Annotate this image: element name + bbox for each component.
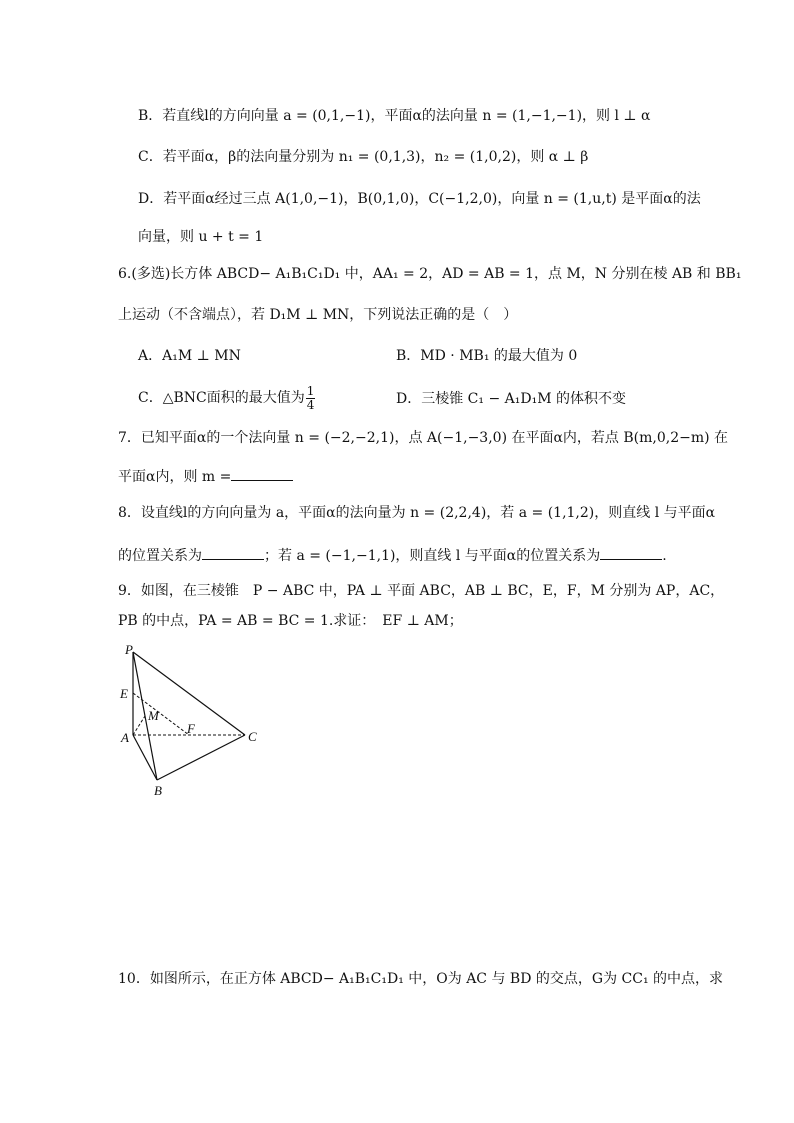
edge-bc: [157, 735, 245, 780]
q8-answer-blank-2[interactable]: [600, 545, 662, 560]
fraction-denominator: 4: [306, 397, 315, 412]
tetrahedron-diagram: [115, 640, 265, 800]
edge-ab: [133, 735, 157, 780]
q6-option-c-text: C．△BNC面积的最大值为: [138, 390, 305, 406]
q10-stem-line1: 10．如图所示，在正方体 ABCD− A₁B₁C₁D₁ 中，O为 AC 与 BD 的交点，G为 CC₁ 的中点，求: [118, 971, 724, 987]
label-e: E: [120, 686, 128, 701]
label-p: P: [125, 642, 133, 657]
q6-option-b: B．MD · MB₁ 的最大值为 0: [396, 348, 578, 364]
label-m: M: [148, 708, 159, 723]
q7-answer-blank[interactable]: [231, 466, 293, 481]
q6-option-c-fraction: [306, 385, 316, 412]
q6-stem-line1: 6.(多选)长方体 ABCD− A₁B₁C₁D₁ 中，AA₁ = 2，AD = AB = 1，点 M，N 分别在棱 AB 和 BB₁: [118, 266, 742, 282]
q6-option-a: A．A₁M ⊥ MN: [138, 348, 241, 364]
q5-option-b: B．若直线l的方向向量 a = (0,1,−1)，平面α的法向量 n = (1,−1,−1)，则 l ⊥ α: [138, 108, 651, 124]
segment-am-dashed: [133, 716, 145, 735]
q9-stem-line2: PB 的中点，PA = AB = BC = 1.求证： EF ⊥ AM；: [118, 613, 463, 629]
q7-stem-text: 平面α内，则 m =: [118, 469, 232, 485]
q6-option-d: D．三棱锥 C₁ − A₁D₁M 的体积不变: [396, 391, 626, 407]
q5-option-c: C．若平面α，β的法向量分别为 n₁ = (0,1,3)，n₂ = (1,0,2)，则 α ⊥ β: [138, 149, 589, 165]
q8-answer-blank-1[interactable]: [202, 545, 264, 560]
q5-option-d-line2: 向量，则 u + t = 1: [138, 229, 264, 245]
q8-text-b: ；若 a = (−1,−1,1)，则直线 l 与平面α的位置关系为: [264, 548, 601, 564]
q7-stem-line1: 7．已知平面α的一个法向量 n = (−2,−2,1)，点 A(−1,−3,0) 在平面α内，若点 B(m,0,2−m) 在: [118, 430, 729, 446]
q8-text-c: .: [662, 548, 667, 564]
label-a: A: [121, 730, 129, 745]
q8-stem-line1: 8．设直线l的方向向量为 a，平面α的法向量为 n = (2,2,4)，若 a = (1,1,2)，则直线 l 与平面α: [118, 505, 716, 521]
q6-stem-line2: 上运动（不含端点），若 D₁M ⊥ MN，下列说法正确的是（ ）: [118, 307, 518, 323]
q9-stem-line1: 9．如图，在三棱锥 P − ABC 中，PA ⊥ 平面 ABC，AB ⊥ BC，E，F，M 分别为 AP，AC，: [118, 583, 725, 599]
q8-stem-line2: [118, 545, 667, 566]
q6-option-c: [138, 384, 316, 412]
q7-stem-line2: [118, 466, 293, 487]
q5-option-d-line1: D．若平面α经过三点 A(1,0,−1)，B(0,1,0)，C(−1,2,0)，向量 n = (1,u,t) 是平面α的法: [138, 191, 701, 207]
segment-ef-dashed: [133, 693, 189, 735]
label-c: C: [248, 729, 257, 744]
q8-text-a: 的位置关系为: [118, 548, 202, 564]
fraction-numerator: 1: [306, 383, 315, 398]
label-f: F: [187, 721, 195, 736]
label-b: B: [154, 783, 162, 798]
